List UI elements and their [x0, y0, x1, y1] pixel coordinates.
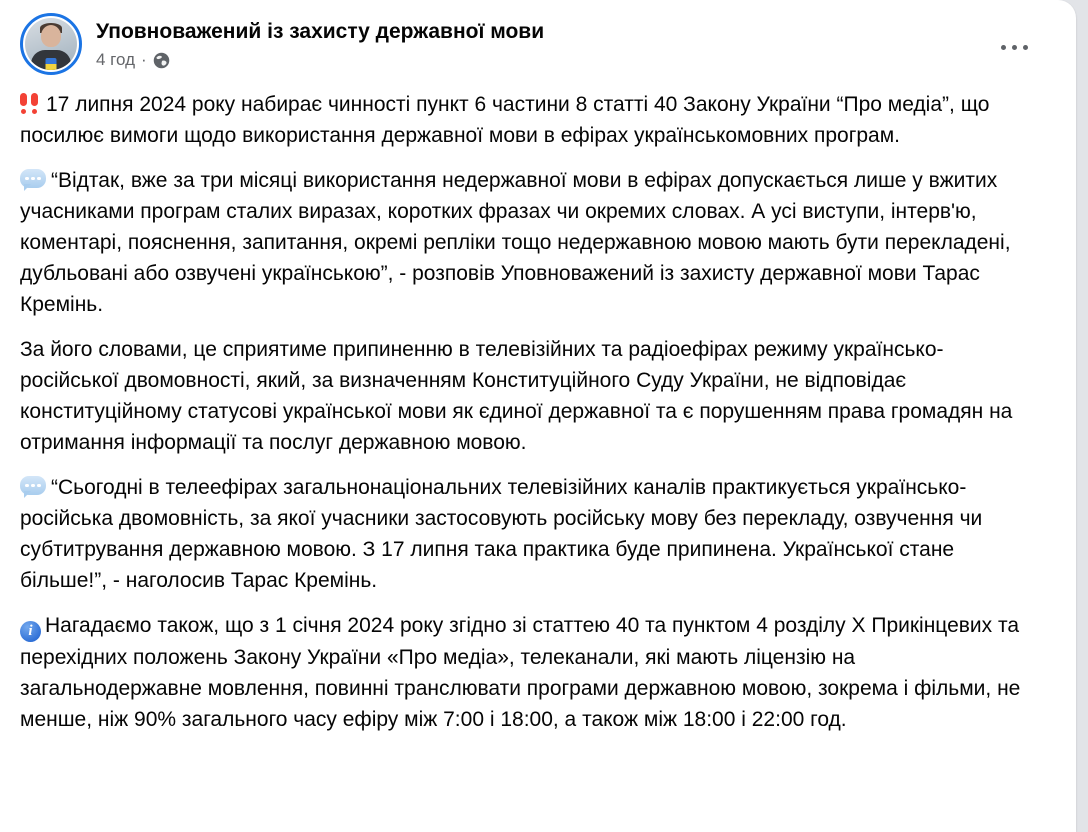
- post-paragraph-3: [20, 334, 1032, 458]
- post-meta: [96, 50, 995, 70]
- speech-balloon-emoji: [20, 169, 46, 191]
- post-header: [0, 0, 1076, 75]
- double-exclamation-emoji: [20, 93, 41, 114]
- paragraph-text: 17 липня 2024 року набирає чинності пункт 6 частини 8 статті 40 Закону України “Про медіа”, що посилює вимоги щодо використання державної мови в ефірах українськомовних програм.: [20, 93, 990, 147]
- ukraine-flag-icon: [46, 58, 57, 70]
- globe-public-icon: [153, 52, 170, 69]
- avatar-photo: [25, 18, 77, 70]
- page-background-gutter: [1076, 0, 1088, 832]
- avatar[interactable]: [20, 13, 82, 75]
- avatar-face: [41, 25, 61, 47]
- speech-balloon-emoji: [20, 476, 46, 498]
- paragraph-text: Нагадаємо також, що з 1 січня 2024 року згідно зі статтею 40 та пунктом 4 розділу Х Прикінцевих та перехідних положень Закону України «Про медіа», телеканали, які мають ліцензію на загальнодержавне мовлення, повинні транслювати програми державною мовою, зокрема і фільми, не менше, ніж 90% загального часу ефіру між 7:00 і 18:00, а також між 18:00 і 22:00 год.: [20, 614, 1021, 731]
- more-options-button[interactable]: [995, 39, 1034, 56]
- author-name-link[interactable]: Уповноважений із захисту державної мови: [96, 20, 545, 43]
- paragraph-text: “Сьогодні в телеефірах загальнонаціональних телевізійних каналів практикується українсько-російська двомовність, за якої учасники застосовують російську мову без перекладу, озвучення чи субтитрування державною мовою. З 17 липня така практика буде припинена. Української стане більше!”, - наголосив Тарас Кремінь.: [20, 476, 983, 592]
- post-body: [0, 75, 1076, 735]
- meta-separator: ·: [141, 50, 147, 70]
- information-emoji: i: [20, 621, 41, 642]
- paragraph-text: “Відтак, вже за три місяці використання недержавної мови в ефірах допускається лише у вжитих учасниками програм сталих виразах, коротких фразах чи окремих словах. А усі виступи, інтерв'ю, коментарі, пояснення, запитання, окремі репліки тощо недержавною мовою мають бути перекладені, дубльовані або озвучені українською”, - розповів Уповноважений із захисту державної мови Тарас Кремінь.: [20, 169, 1011, 316]
- post-paragraph-4: [20, 472, 1032, 596]
- header-info: [96, 13, 995, 70]
- ellipsis-icon: [1001, 45, 1006, 50]
- post-paragraph-1: [20, 89, 1032, 151]
- post-paragraph-2: [20, 165, 1032, 320]
- timestamp-link[interactable]: 4 год: [96, 50, 136, 70]
- post-paragraph-5: [20, 610, 1032, 735]
- paragraph-text: За його словами, це сприятиме припиненню в телевізійних та радіоефірах режиму українсько-російської двомовності, який, за визначенням Конституційного Суду України, не відповідає конституційному статусові української мови як єдиної державної та є порушенням права громадян на отримання інформації та послуг державною мовою.: [20, 338, 1013, 454]
